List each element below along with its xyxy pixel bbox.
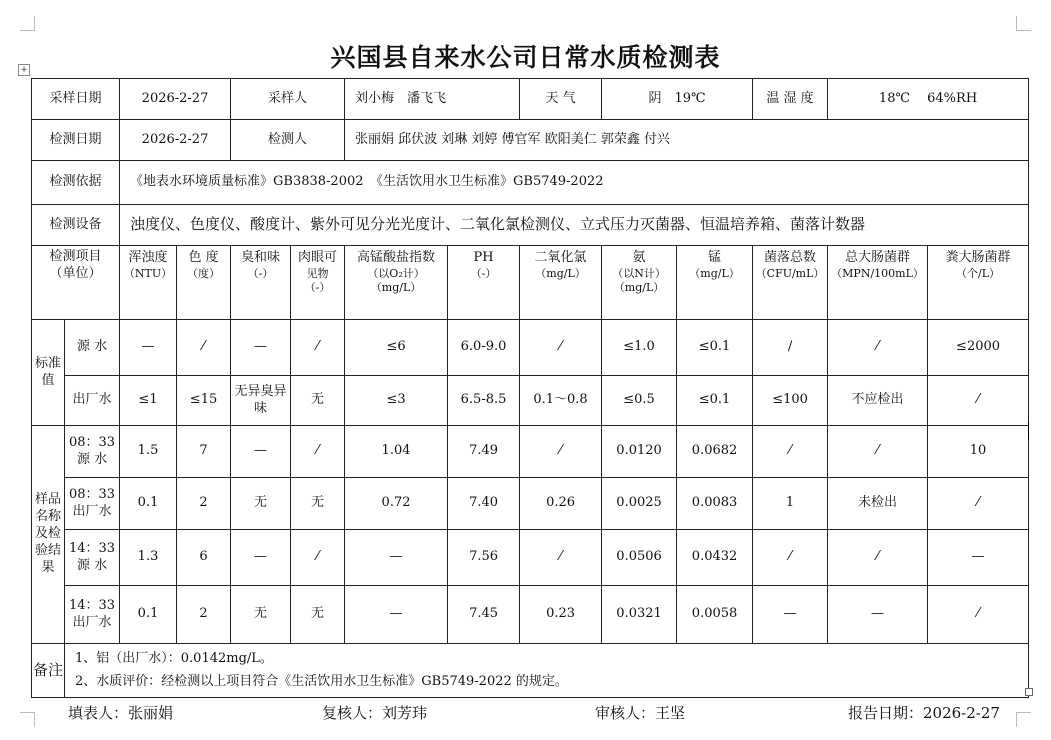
result-value-cell: ⁄	[753, 426, 828, 478]
result-value-cell: 0.0682	[677, 426, 753, 478]
weather-label: 天 气	[520, 79, 602, 120]
standard-value-cell: ≤1	[120, 376, 177, 426]
result-value-cell: 0.23	[520, 586, 602, 644]
remarks-row	[32, 644, 1029, 698]
sample-time: 08：33	[68, 434, 116, 450]
column-header	[448, 246, 520, 320]
column-header-line-1: 臭和味	[241, 250, 281, 265]
tester-label: 检测人	[231, 120, 345, 161]
standard-value-cell: 6.0-9.0	[448, 320, 520, 376]
document-title: 兴国县自来水公司日常水质检测表	[330, 43, 721, 72]
standard-value-cell: /	[753, 320, 828, 376]
result-value-cell: 无	[231, 586, 291, 644]
column-header	[231, 246, 291, 320]
standard-value-cell: —	[231, 320, 291, 376]
sample-name: 源 水	[76, 557, 108, 573]
result-value-cell: ⁄	[828, 426, 928, 478]
sample-name: 出厂水	[72, 614, 112, 630]
water-quality-table	[31, 78, 1029, 698]
result-value-cell: 0.0432	[677, 530, 753, 586]
standard-value-cell: ⁄	[520, 320, 602, 376]
column-header-line-2: （mg/L）	[535, 266, 586, 280]
column-header-line-2: （-）	[470, 266, 497, 280]
result-value-cell: 0.1	[120, 586, 177, 644]
standard-row-raw-water	[32, 320, 1029, 376]
sample-row	[32, 478, 1029, 530]
result-value-cell: 7.45	[448, 586, 520, 644]
remarks-line-2: 2、水质评价：经检测以上项目符合《生活饮用水卫生标准》GB5749-2022 的规定。	[75, 673, 568, 689]
column-header-line-2: （个/L）	[956, 266, 1001, 280]
equipment-value: 浊度仪、色度仪、酸度计、紫外可见分光光度计、二氧化氯检测仪、立式压力灭菌器、恒温培养箱、菌落计数器	[120, 205, 1029, 246]
result-value-cell: ⁄	[753, 530, 828, 586]
standard-row-name: 源 水	[65, 320, 120, 376]
column-header-line-2: 见物	[306, 266, 329, 280]
result-value-cell: ⁄	[520, 426, 602, 478]
sample-row-name	[65, 478, 120, 530]
result-value-cell: ⁄	[928, 478, 1029, 530]
result-value-cell: 10	[928, 426, 1029, 478]
standard-value-cell: ⁄	[828, 320, 928, 376]
column-header-line-3: （mg/L）	[613, 281, 665, 295]
column-header	[753, 246, 828, 320]
remarks-content	[65, 644, 1029, 698]
column-header-line-1: 粪大肠菌群	[945, 250, 1011, 265]
result-value-cell: 7.49	[448, 426, 520, 478]
items-header-row	[32, 246, 1029, 320]
temp-humidity-label: 温 湿 度	[753, 79, 828, 120]
sample-row	[32, 530, 1029, 586]
column-header	[520, 246, 602, 320]
standard-value-cell: ≤0.1	[677, 376, 753, 426]
column-header	[928, 246, 1029, 320]
result-value-cell: 1.3	[120, 530, 177, 586]
equipment-label: 检测设备	[32, 205, 120, 246]
column-header-line-1: PH	[473, 250, 494, 265]
result-value-cell: 6	[177, 530, 231, 586]
column-header-line-1: 色 度	[188, 250, 219, 265]
temp-humidity-value: 18℃ 64%RH	[828, 79, 1029, 120]
result-value-cell: 1.04	[345, 426, 448, 478]
result-value-cell: 0.0506	[602, 530, 677, 586]
sample-time: 08：33	[68, 486, 116, 502]
crop-mark-top-right	[1016, 16, 1031, 31]
sample-row	[32, 586, 1029, 644]
column-header-line-2: （以N计）	[612, 266, 666, 280]
testers-value: 张丽娟 邱伏波 刘琳 刘婷 傅官军 欧阳美仁 郭荣鑫 付兴	[345, 120, 1029, 161]
column-header	[677, 246, 753, 320]
footer-report-date: 报告日期：2026-2-27	[848, 704, 1000, 722]
standard-value-cell: ≤0.1	[677, 320, 753, 376]
column-header-line-1: 锰	[708, 250, 722, 265]
items-header-label	[32, 246, 120, 320]
result-value-cell: 2	[177, 586, 231, 644]
standard-row-name: 出厂水	[65, 376, 120, 426]
column-header-line-2: （-）	[247, 266, 274, 280]
sample-time: 14：33	[68, 597, 116, 613]
result-value-cell: 2	[177, 478, 231, 530]
test-date-value: 2026-2-27	[120, 120, 231, 161]
column-header	[291, 246, 345, 320]
column-header-line-1: 肉眼可	[298, 250, 338, 265]
sample-name: 出厂水	[72, 503, 112, 519]
standard-value-cell: 6.5-8.5	[448, 376, 520, 426]
column-header-line-3: （-）	[304, 281, 331, 295]
sample-group-label: 样品名称及检验结果	[32, 426, 65, 644]
result-value-cell: 0.0321	[602, 586, 677, 644]
standard-value-cell: ≤15	[177, 376, 231, 426]
result-value-cell: 0.0120	[602, 426, 677, 478]
sampler-label: 采样人	[231, 79, 345, 120]
items-header-label-line1: 检测项目	[49, 249, 102, 264]
result-value-cell: 7.56	[448, 530, 520, 586]
result-value-cell: ⁄	[291, 530, 345, 586]
footer-filler: 填表人：张丽娟	[68, 704, 174, 722]
crop-mark-bottom-right	[1016, 712, 1031, 727]
result-value-cell: 7	[177, 426, 231, 478]
column-header-line-2: （MPN/100mL）	[831, 266, 924, 280]
standard-value-cell: 不应检出	[828, 376, 928, 426]
column-header	[828, 246, 928, 320]
result-value-cell: —	[345, 586, 448, 644]
crop-mark-bottom-left	[20, 712, 35, 727]
standard-row-treated-water	[32, 376, 1029, 426]
sample-row	[32, 426, 1029, 478]
result-value-cell: —	[231, 530, 291, 586]
table-resize-handle[interactable]	[1025, 688, 1033, 696]
result-value-cell: 无	[291, 478, 345, 530]
result-value-cell: ⁄	[928, 586, 1029, 644]
standard-value-cell: ≤6	[345, 320, 448, 376]
sample-row-name	[65, 530, 120, 586]
column-header	[177, 246, 231, 320]
column-header	[345, 246, 448, 320]
column-header-line-2: （CFU/mL）	[755, 266, 825, 280]
items-header-label-line2: （单位）	[49, 265, 102, 281]
result-value-cell: 0.0025	[602, 478, 677, 530]
result-value-cell: 1.5	[120, 426, 177, 478]
column-header-line-2: （以O₂计）	[367, 266, 425, 280]
column-header-line-1: 高锰酸盐指数	[357, 250, 436, 265]
sample-time: 14：33	[68, 540, 116, 556]
remarks-label: 备注	[32, 644, 65, 698]
column-header	[602, 246, 677, 320]
column-header-line-2: （NTU）	[123, 266, 173, 280]
column-header-line-2: （度）	[187, 266, 221, 280]
result-value-cell: —	[753, 586, 828, 644]
standard-value-cell: ≤3	[345, 376, 448, 426]
crop-mark-top-left	[20, 16, 35, 31]
footer-reviewer: 复核人：刘芳玮	[322, 704, 428, 722]
standard-value-cell: ≤1.0	[602, 320, 677, 376]
result-value-cell: —	[828, 586, 928, 644]
standard-value-cell: ≤100	[753, 376, 828, 426]
result-value-cell: 未检出	[828, 478, 928, 530]
standard-group-label: 标准值	[32, 320, 65, 426]
sample-date-value: 2026-2-27	[120, 79, 231, 120]
standard-value-cell: 无异臭异味	[231, 376, 291, 426]
sample-row-name	[65, 586, 120, 644]
result-value-cell: 无	[291, 586, 345, 644]
result-value-cell: 0.0058	[677, 586, 753, 644]
test-info-row	[32, 120, 1029, 161]
sampler-value: 刘小梅 潘飞飞	[345, 79, 520, 120]
result-value-cell: 0.0083	[677, 478, 753, 530]
column-header-line-1: 氨	[632, 250, 646, 265]
result-value-cell: 7.40	[448, 478, 520, 530]
column-header-line-1: 二氧化氯	[534, 250, 587, 265]
standard-value-cell: ⁄	[177, 320, 231, 376]
column-header-line-1: 浑浊度	[128, 250, 168, 265]
result-value-cell: ⁄	[520, 530, 602, 586]
sample-name: 源 水	[76, 451, 108, 467]
result-value-cell: 无	[231, 478, 291, 530]
standard-value-cell: —	[120, 320, 177, 376]
equipment-row	[32, 205, 1029, 246]
column-header-line-1: 菌落总数	[764, 250, 817, 265]
footer-auditor: 审核人：王坚	[595, 704, 686, 722]
standard-value-cell: ≤0.5	[602, 376, 677, 426]
basis-label: 检测依据	[32, 161, 120, 205]
result-value-cell: —	[928, 530, 1029, 586]
sample-row-name	[65, 426, 120, 478]
column-header-line-1: 总大肠菌群	[845, 250, 911, 265]
standard-value-cell: 无	[291, 376, 345, 426]
column-header-line-3: （mg/L）	[370, 281, 422, 295]
test-date-label: 检测日期	[32, 120, 120, 161]
standard-value-cell: ⁄	[928, 376, 1029, 426]
result-value-cell: 0.72	[345, 478, 448, 530]
basis-row	[32, 161, 1029, 205]
result-value-cell: —	[231, 426, 291, 478]
standard-value-cell: ≤2000	[928, 320, 1029, 376]
result-value-cell: —	[345, 530, 448, 586]
result-value-cell: ⁄	[291, 426, 345, 478]
sample-info-row	[32, 79, 1029, 120]
standard-value-cell: 0.1～0.8	[520, 376, 602, 426]
result-value-cell: 0.1	[120, 478, 177, 530]
standard-value-cell: ⁄	[291, 320, 345, 376]
sample-date-label: 采样日期	[32, 79, 120, 120]
basis-value: 《地表水环境质量标准》GB3838-2002 《生活饮用水卫生标准》GB5749-2022	[120, 161, 1029, 205]
table-move-handle-icon[interactable]: +	[18, 64, 30, 76]
result-value-cell: ⁄	[828, 530, 928, 586]
result-value-cell: 0.26	[520, 478, 602, 530]
column-header	[120, 246, 177, 320]
remarks-line-1: 1、铝（出厂水）：0.0142mg/L。	[75, 650, 273, 666]
result-value-cell: 1	[753, 478, 828, 530]
text-cursor	[1028, 422, 1029, 440]
column-header-line-2: （mg/L）	[689, 266, 740, 280]
weather-value: 阴 19℃	[602, 79, 753, 120]
